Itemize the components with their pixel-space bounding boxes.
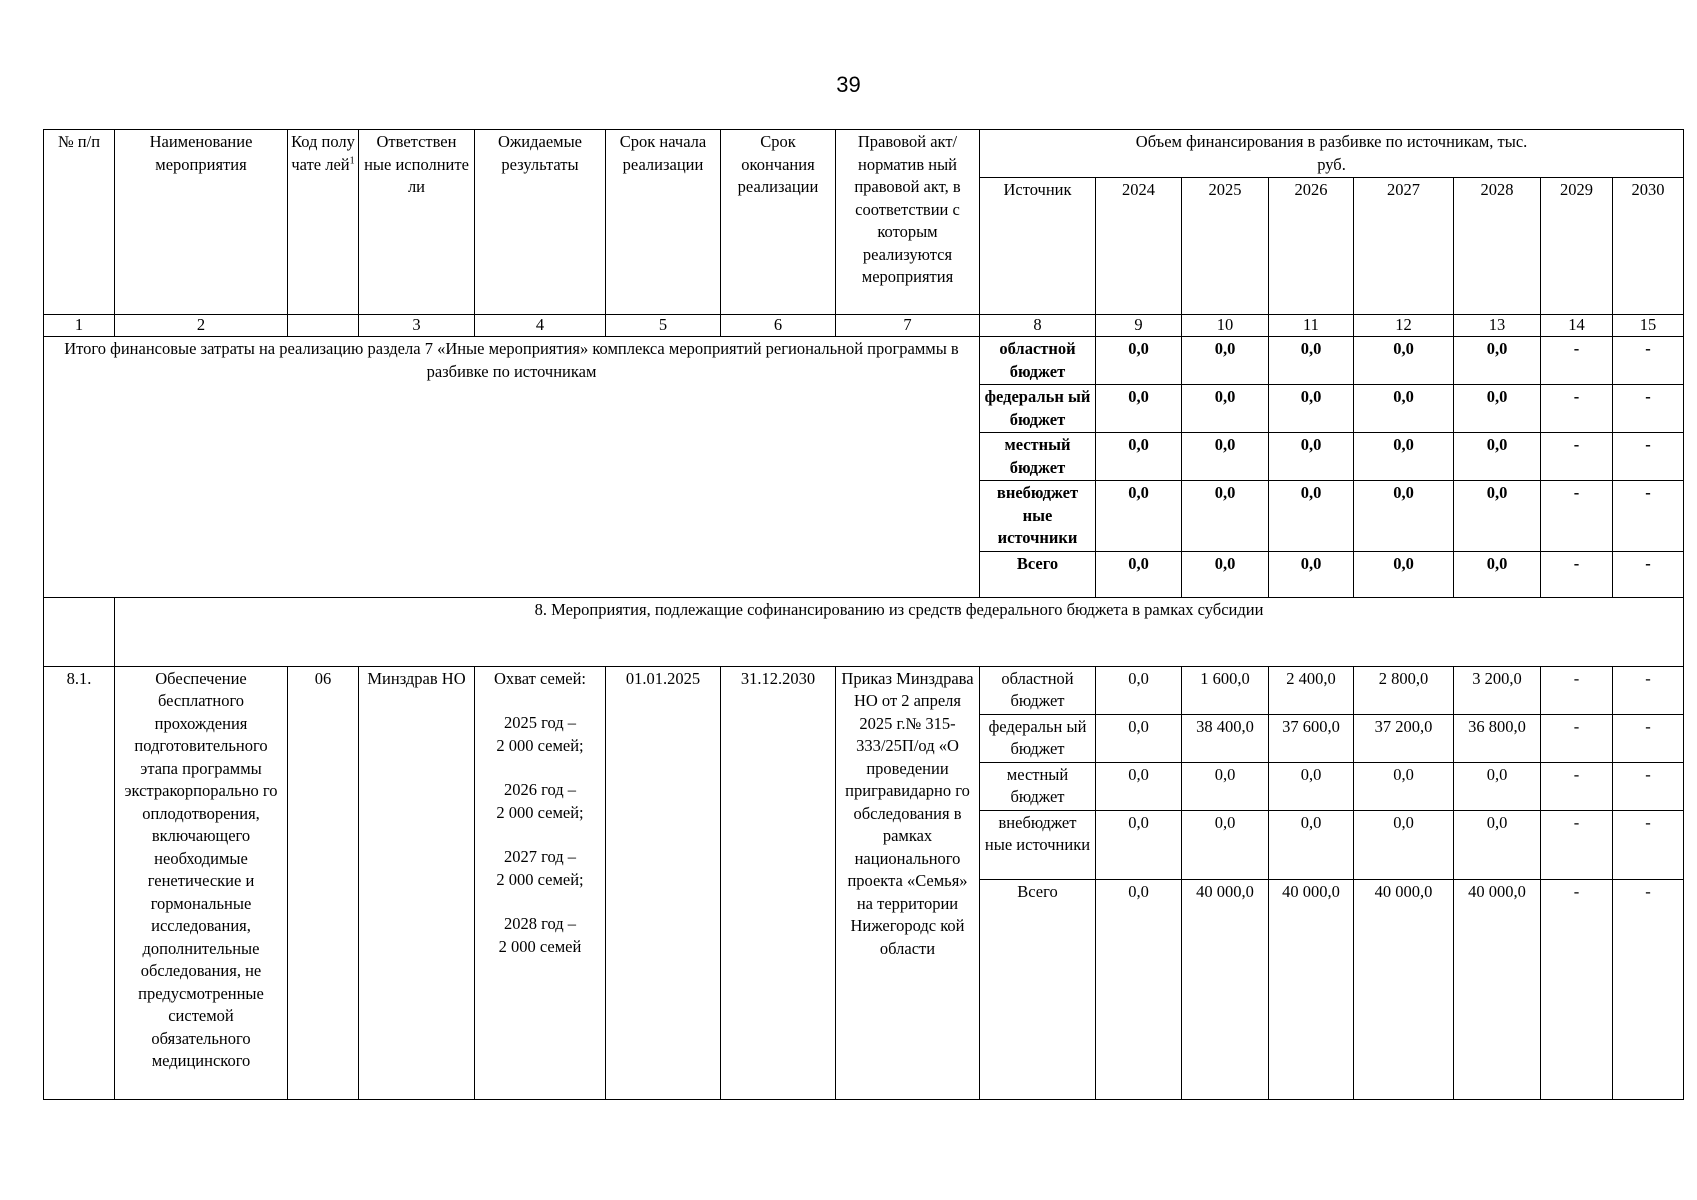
item-source: местный бюджет (980, 762, 1096, 810)
item-row (44, 666, 1684, 714)
header-executors: Ответствен ные исполните ли (359, 130, 475, 315)
item-num: 8.1. (44, 666, 115, 1099)
header-year-2027: 2027 (1354, 178, 1454, 315)
summary-value: 0,0 (1182, 551, 1269, 597)
header-year-2024: 2024 (1096, 178, 1182, 315)
item-value: 37 200,0 (1354, 714, 1454, 762)
item-executor: Минздрав НО (359, 666, 475, 1099)
summary-value: 0,0 (1454, 551, 1541, 597)
column-number: 9 (1096, 315, 1182, 337)
item-value: 40 000,0 (1454, 879, 1541, 1099)
item-value: 0,0 (1269, 762, 1354, 810)
item-value: - (1541, 666, 1613, 714)
item-source: внебюджет ные источники (980, 810, 1096, 879)
summary-label: Итого финансовые затраты на реализацию раздела 7 «Иные мероприятия» комплекса мероприятий региональной программы в разбивке по источникам (44, 337, 980, 598)
item-value: 38 400,0 (1182, 714, 1269, 762)
summary-value: 0,0 (1454, 481, 1541, 552)
summary-value: - (1613, 551, 1684, 597)
item-result-line: 2027 год – (503, 847, 577, 866)
section-8-row (44, 597, 1684, 666)
summary-value: - (1613, 337, 1684, 385)
column-number: 8 (980, 315, 1096, 337)
column-number: 14 (1541, 315, 1613, 337)
summary-source: местный бюджет (980, 433, 1096, 481)
column-number: 1 (44, 315, 115, 337)
summary-value: 0,0 (1096, 433, 1182, 481)
summary-value: - (1541, 337, 1613, 385)
column-number: 5 (606, 315, 721, 337)
header-year-2026: 2026 (1269, 178, 1354, 315)
summary-row (44, 337, 1684, 385)
header-year-2028: 2028 (1454, 178, 1541, 315)
item-source: федеральн ый бюджет (980, 714, 1096, 762)
summary-value: 0,0 (1269, 481, 1354, 552)
summary-value: 0,0 (1454, 385, 1541, 433)
column-number: 12 (1354, 315, 1454, 337)
header-start: Срок начала реализации (606, 130, 721, 315)
item-value: - (1613, 714, 1684, 762)
item-result-line: 2 000 семей; (496, 802, 584, 822)
column-number: 10 (1182, 315, 1269, 337)
item-value: 3 200,0 (1454, 666, 1541, 714)
header-year-2029: 2029 (1541, 178, 1613, 315)
item-result-line: 2 000 семей; (496, 735, 584, 755)
item-value: 40 000,0 (1182, 879, 1269, 1099)
column-number: 4 (475, 315, 606, 337)
header-end: Срок окончания реализации (721, 130, 836, 315)
item-code: 06 (288, 666, 359, 1099)
summary-value: 0,0 (1454, 337, 1541, 385)
item-value: 0,0 (1096, 879, 1182, 1099)
item-result-line: Охват семей: (494, 668, 586, 688)
summary-value: 0,0 (1182, 337, 1269, 385)
header-source: Источник (980, 178, 1096, 315)
summary-value: 0,0 (1269, 551, 1354, 597)
summary-value: 0,0 (1354, 385, 1454, 433)
column-number: 11 (1269, 315, 1354, 337)
summary-value: - (1541, 481, 1613, 552)
item-value: - (1613, 879, 1684, 1099)
item-value: 0,0 (1096, 714, 1182, 762)
item-result-line (478, 891, 602, 913)
summary-value: 0,0 (1454, 433, 1541, 481)
item-value: - (1541, 762, 1613, 810)
header-code-footnote: 1 (349, 155, 355, 166)
column-number-row (44, 315, 1684, 337)
item-value: 0,0 (1354, 810, 1454, 879)
column-number: 13 (1454, 315, 1541, 337)
summary-value: - (1541, 385, 1613, 433)
summary-value: 0,0 (1096, 385, 1182, 433)
program-table (43, 129, 1684, 1100)
summary-value: - (1541, 433, 1613, 481)
summary-value: 0,0 (1096, 481, 1182, 552)
summary-source: Всего (980, 551, 1096, 597)
item-result-line: 2028 год – (503, 914, 577, 933)
summary-value: 0,0 (1354, 433, 1454, 481)
item-results (475, 666, 606, 1099)
header-year-2030: 2030 (1613, 178, 1684, 315)
summary-value: 0,0 (1269, 337, 1354, 385)
summary-value: - (1613, 385, 1684, 433)
header-num: № п/п (44, 130, 115, 315)
column-number: 7 (836, 315, 980, 337)
item-value: 0,0 (1454, 762, 1541, 810)
summary-value: - (1613, 481, 1684, 552)
item-value: 0,0 (1454, 810, 1541, 879)
item-result-line: 2026 год – (503, 780, 577, 799)
item-value: 36 800,0 (1454, 714, 1541, 762)
summary-value: 0,0 (1354, 337, 1454, 385)
item-value: - (1613, 666, 1684, 714)
summary-value: 0,0 (1269, 433, 1354, 481)
item-value: - (1613, 810, 1684, 879)
summary-value: 0,0 (1182, 385, 1269, 433)
summary-value: 0,0 (1182, 481, 1269, 552)
summary-source: областной бюджет (980, 337, 1096, 385)
item-value: 0,0 (1182, 810, 1269, 879)
item-value: 40 000,0 (1269, 879, 1354, 1099)
item-result-line (478, 824, 602, 846)
summary-value: 0,0 (1269, 385, 1354, 433)
summary-source: федеральн ый бюджет (980, 385, 1096, 433)
summary-value: - (1541, 551, 1613, 597)
item-end: 31.12.2030 (721, 666, 836, 1099)
item-value: 40 000,0 (1354, 879, 1454, 1099)
column-number: 3 (359, 315, 475, 337)
header-code-text: Код полу чате лей (291, 132, 355, 174)
header-results: Ожидаемые результаты (475, 130, 606, 315)
item-result-line (478, 690, 602, 712)
page-number: 39 (836, 72, 861, 97)
summary-value: - (1613, 433, 1684, 481)
item-value: 2 800,0 (1354, 666, 1454, 714)
column-number: 2 (115, 315, 288, 337)
item-result-line: 2 000 семей; (496, 869, 584, 889)
column-number: 6 (721, 315, 836, 337)
item-value: 0,0 (1096, 666, 1182, 714)
item-result-line: 2025 год – (503, 713, 577, 732)
item-value: 37 600,0 (1269, 714, 1354, 762)
item-source: Всего (980, 879, 1096, 1099)
item-value: 2 400,0 (1269, 666, 1354, 714)
item-act: Приказ Минздрава НО от 2 апреля 2025 г.№ 315-333/25П/од «О проведении пригравидарно го обследования в рамках национального проекта «Семья» на территории Нижегородс кой области (836, 666, 980, 1099)
summary-source: внебюджет ные источники (980, 481, 1096, 552)
item-result-line: 2 000 семей (498, 936, 582, 956)
item-value: - (1613, 762, 1684, 810)
item-value: 0,0 (1269, 810, 1354, 879)
item-value: 0,0 (1354, 762, 1454, 810)
header-name: Наименование мероприятия (115, 130, 288, 315)
item-value: - (1541, 879, 1613, 1099)
column-number (288, 315, 359, 337)
summary-value: 0,0 (1096, 337, 1182, 385)
item-value: 0,0 (1096, 810, 1182, 879)
item-value: 0,0 (1182, 762, 1269, 810)
item-value: 0,0 (1096, 762, 1182, 810)
header-row (44, 130, 1684, 178)
header-funding: Объем финансирования в разбивке по источникам, тыс. руб. (980, 130, 1684, 178)
item-result-line (478, 757, 602, 779)
item-start: 01.01.2025 (606, 666, 721, 1099)
item-value: - (1541, 810, 1613, 879)
item-name: Обеспечение бесплатного прохождения подготовительного этапа программы экстракорпорально го оплодотворения, включающего необходимые генетические и гормональные исследования, дополнительные обследования, не предусмотренные системой обязательного медицинского (115, 666, 288, 1099)
summary-value: 0,0 (1354, 551, 1454, 597)
header-code (288, 130, 359, 315)
section-8-num-cell (44, 597, 115, 666)
item-value: 1 600,0 (1182, 666, 1269, 714)
summary-value: 0,0 (1354, 481, 1454, 552)
summary-value: 0,0 (1182, 433, 1269, 481)
item-value: - (1541, 714, 1613, 762)
header-act: Правовой акт/норматив ный правовой акт, в соответствии с которым реализуются мероприятия (836, 130, 980, 315)
summary-value: 0,0 (1096, 551, 1182, 597)
item-source: областной бюджет (980, 666, 1096, 714)
column-number: 15 (1613, 315, 1684, 337)
header-year-2025: 2025 (1182, 178, 1269, 315)
section-8-title: 8. Мероприятия, подлежащие софинансированию из средств федерального бюджета в рамках субсидии (115, 597, 1684, 666)
